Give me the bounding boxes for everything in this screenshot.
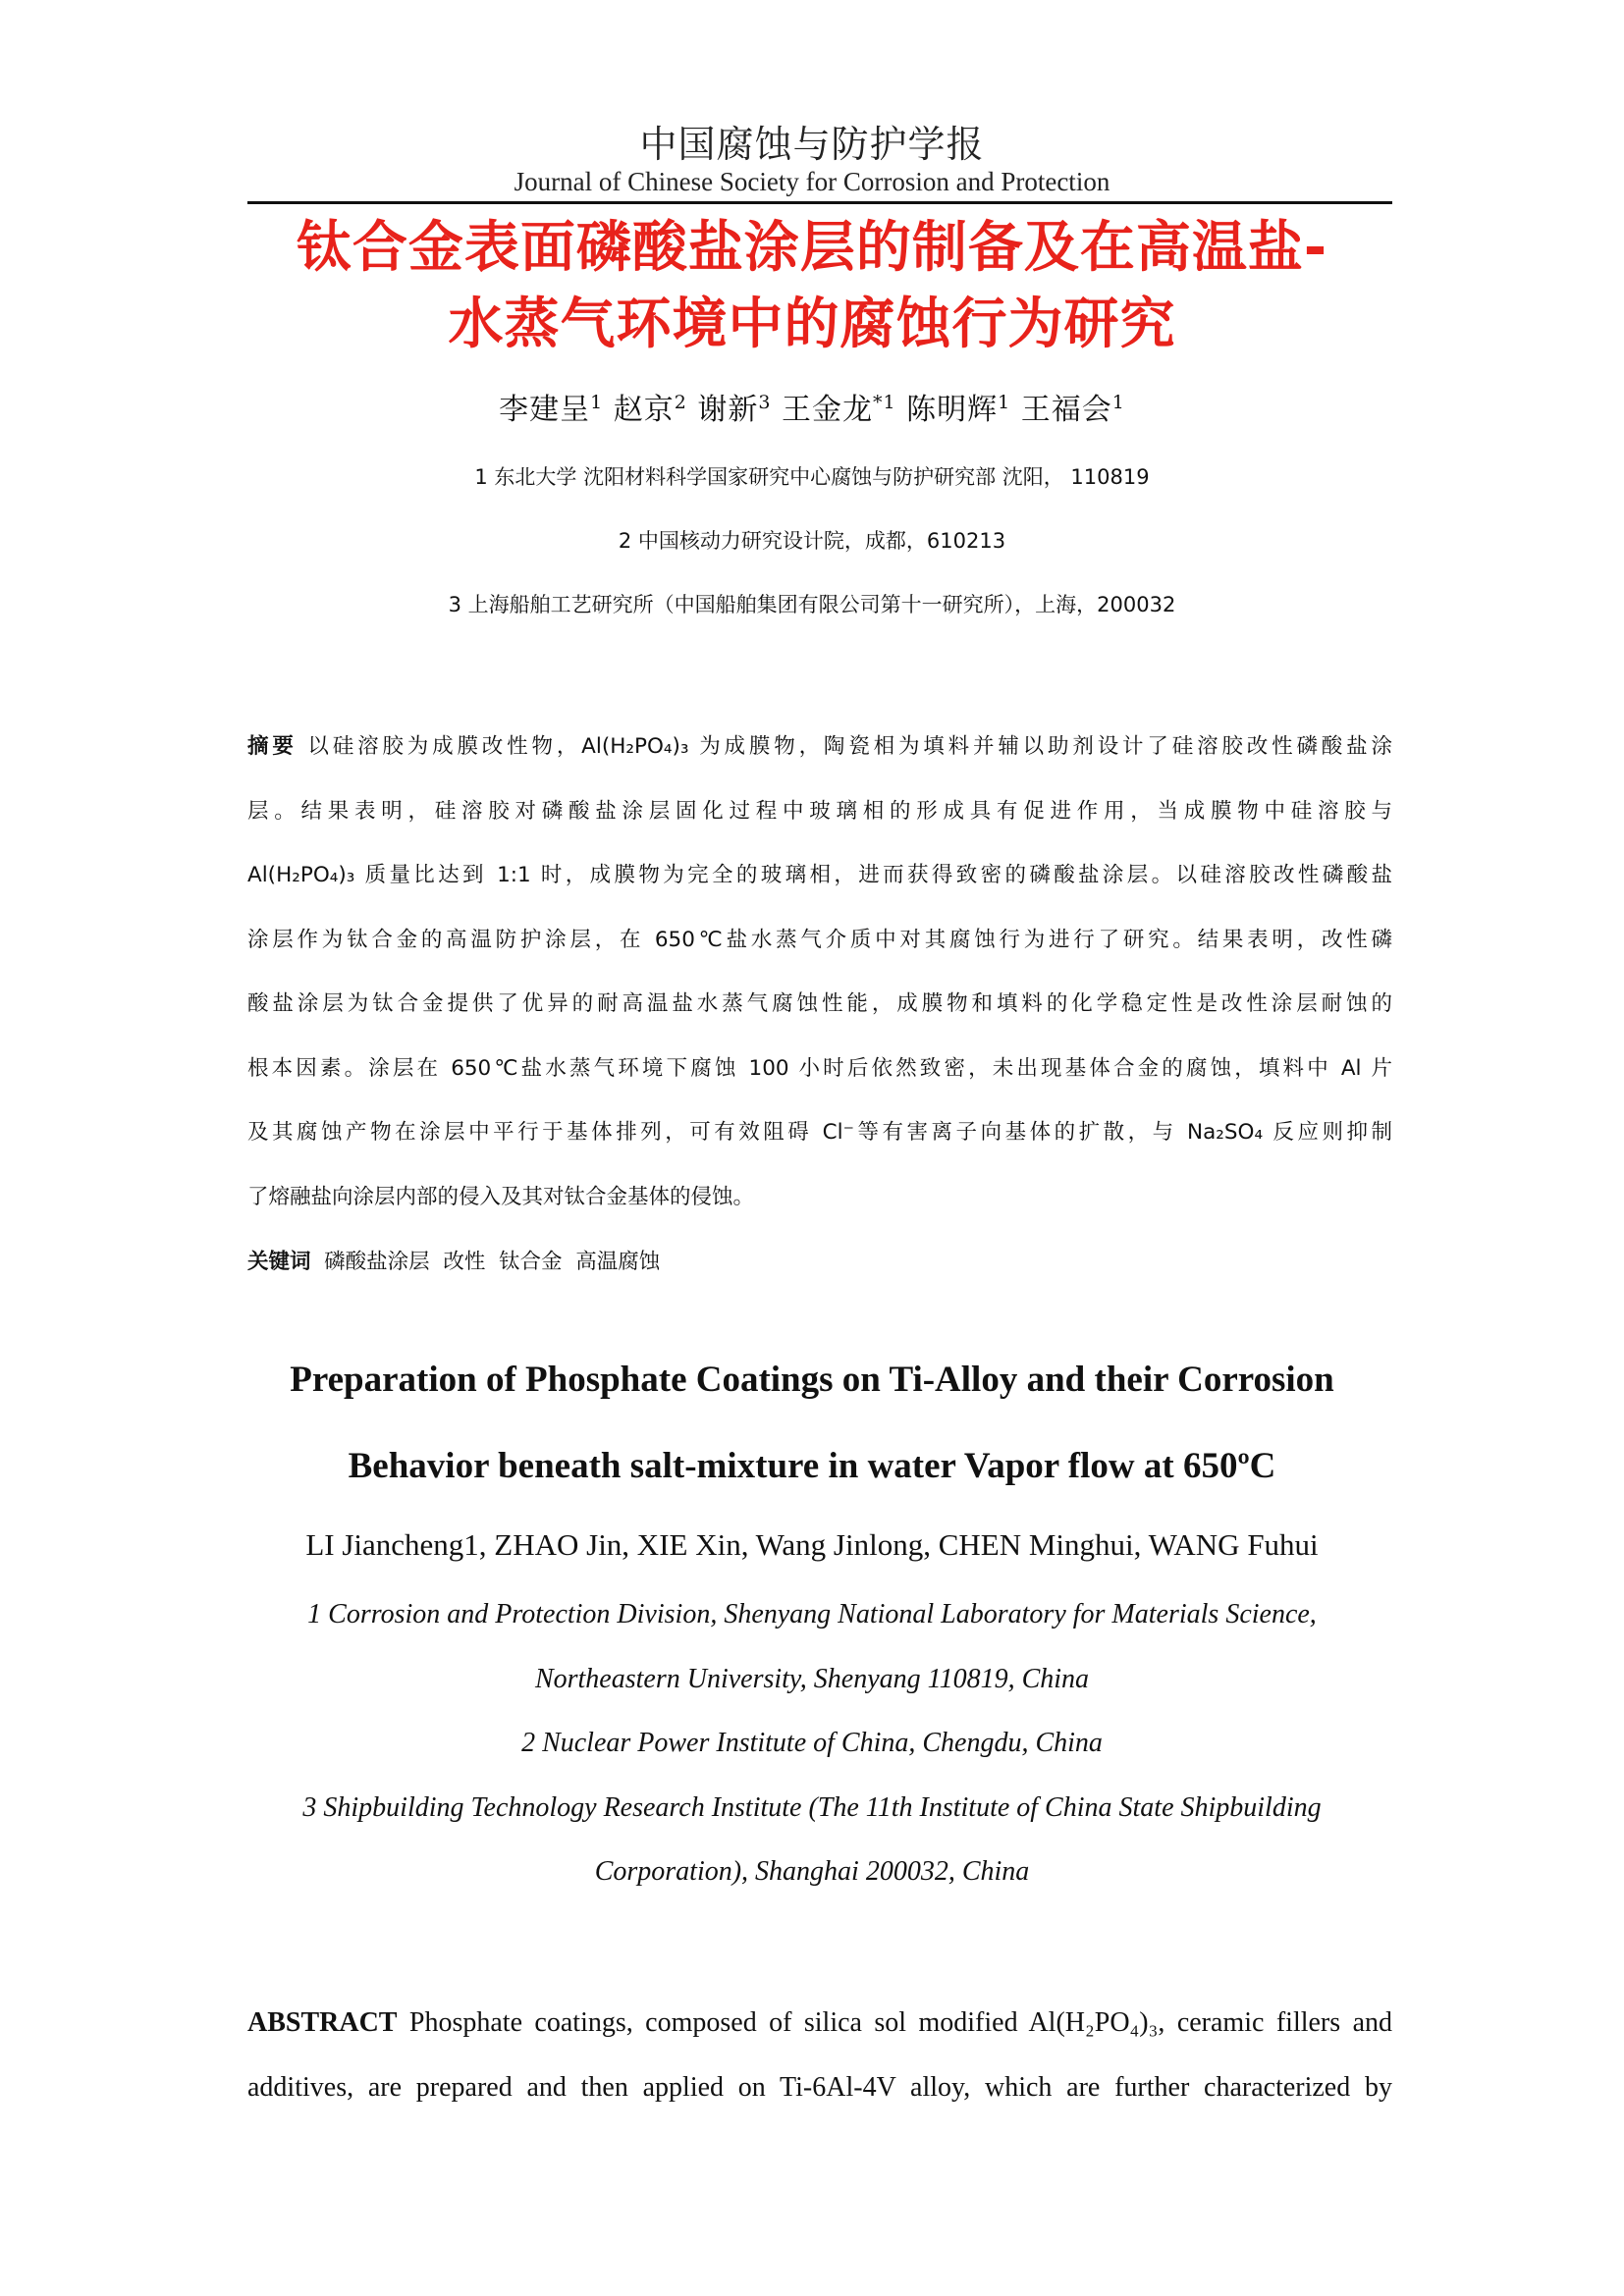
author-name: 李建呈: [499, 393, 591, 427]
abstract-cn-line: 层。结果表明，硅溶胶对磷酸盐涂层固化过程中玻璃相的形成具有促进作用，当成膜物中硅溶胶与: [247, 798, 1392, 824]
affiliation-cn-2: 2 中国核动力研究设计院，成都，610213: [618, 529, 1006, 553]
keywords-cn: [247, 1245, 660, 1275]
journal-name-cn: 中国腐蚀与防护学报: [639, 123, 985, 166]
paper-title-cn: [196, 210, 1428, 363]
affiliation-cn-1: 1 东北大学 沈阳材料科学国家研究中心腐蚀与防护研究部 沈阳， 110819: [474, 465, 1150, 489]
abstract-en-label: ABSTRACT: [247, 2007, 398, 2038]
author-affiliation-mark: 1: [998, 392, 1011, 413]
abstract-cn-label: 摘要: [247, 734, 298, 759]
affiliation-en-line: 1 Corrosion and Protection Division, Shenyang National Laboratory for Materials Science,: [307, 1599, 1317, 1629]
affiliation-en-line: Corporation), Shanghai 200032, China: [594, 1856, 1030, 1887]
author-name: 谢新: [697, 393, 759, 427]
abstract-cn-line: 涂层作为钛合金的高温防护涂层，在 650℃盐水蒸气介质中对其腐蚀行为进行了研究。结果表明，改性磷: [247, 927, 1392, 952]
author-affiliation-mark: 1: [1111, 392, 1125, 413]
author-list-cn: [0, 385, 1624, 428]
abstract-en-line: [247, 1991, 1392, 2056]
header-divider: [247, 201, 1392, 204]
abstract-cn-line: 酸盐涂层为钛合金提供了优异的耐高温盐水蒸气腐蚀性能，成膜物和填料的化学稳定性是改性涂层耐蚀的: [247, 991, 1392, 1016]
author-name: 王金龙: [782, 393, 874, 427]
abstract-cn-line: Al(H₂PO₄)₃ 质量比达到 1:1 时，成膜物为完全的玻璃相，进而获得致密的磷酸盐涂层。以硅溶胶改性磷酸盐: [247, 863, 1392, 887]
keywords-cn-text: 磷酸盐涂层 改性 钛合金 高温腐蚀: [310, 1250, 661, 1274]
affiliations-en: [177, 1582, 1447, 1904]
author-affiliation-mark: 3: [758, 392, 772, 413]
title-en-line-2: Behavior beneath salt-mixture in water Vapor flow at 650ºC: [348, 1446, 1276, 1486]
affiliation-en-line: 2 Nuclear Power Institute of China, Chengdu, China: [521, 1728, 1103, 1758]
abstract-en: [247, 1991, 1392, 2120]
abstract-cn: [247, 715, 1392, 1229]
journal-name-en: Journal of Chinese Society for Corrosion and Protection: [514, 167, 1110, 196]
author-affiliation-mark: 2: [674, 392, 687, 413]
title-cn-line-2: 水蒸气环境中的腐蚀行为研究: [448, 293, 1176, 356]
keywords-cn-label: 关键词: [247, 1250, 311, 1274]
author-affiliation-mark: 1: [590, 392, 604, 413]
abstract-cn-text: 以硅溶胶为成膜改性物，Al(H₂PO₄)₃ 为成膜物，陶瓷相为填料并辅以助剂设计了硅溶胶改性磷酸盐涂: [297, 734, 1392, 759]
author-name: 陈明辉: [906, 393, 999, 427]
title-en-line-1: Preparation of Phosphate Coatings on Ti-Alloy and their Corrosion: [290, 1360, 1334, 1400]
abstract-cn-line: 根本因素。涂层在 650℃盐水蒸气环境下腐蚀 100 小时后依然致密，未出现基体合金的腐蚀，填料中 Al 片: [247, 1055, 1392, 1081]
paper-title-en: [147, 1337, 1477, 1510]
abstract-cn-line: [247, 715, 1392, 779]
title-cn-line-1: 钛合金表面磷酸盐涂层的制备及在高温盐-: [296, 216, 1328, 280]
author-name: 王福会: [1020, 393, 1112, 427]
affiliation-cn-3: 3 上海船舶工艺研究所（中国船舶集团有限公司第十一研究所），上海，200032: [448, 593, 1176, 616]
affiliation-en-line: Northeastern University, Shenyang 110819, China: [534, 1663, 1090, 1694]
abstract-cn-line: 了熔融盐向涂层内部的侵入及其对钛合金基体的侵蚀。: [247, 1184, 755, 1209]
abstract-cn-line: 及其腐蚀产物在涂层中平行于基体排列，可有效阻碍 Cl⁻等有害离子向基体的扩散，与 Na₂SO₄ 反应则抑制: [247, 1120, 1392, 1145]
author-affiliation-mark: *1: [873, 392, 896, 413]
abstract-en-text: Phosphate coatings, composed of silica sol modified Al(H₂PO₄)₃, ceramic fillers and: [397, 2007, 1392, 2038]
affiliation-en-line: 3 Shipbuilding Technology Research Institute (The 11th Institute of China State Shipbuilding: [302, 1791, 1322, 1823]
author-list-en: LI Jiancheng1, ZHAO Jin, XIE Xin, Wang Jinlong, CHEN Minghui, WANG Fuhui: [305, 1527, 1319, 1562]
author-name: 赵京: [613, 393, 675, 427]
abstract-en-line: additives, are prepared and then applied on Ti-6Al-4V alloy, which are further characterized by: [247, 2072, 1392, 2103]
